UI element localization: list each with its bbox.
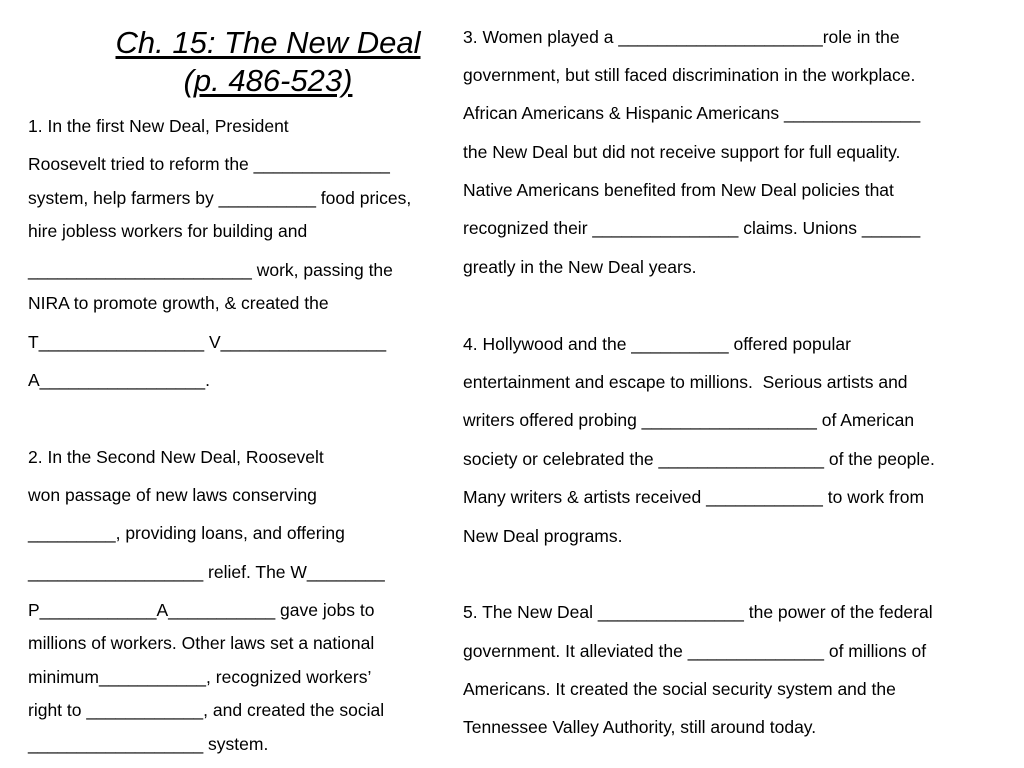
right-line: greatly in the New Deal years. bbox=[463, 257, 697, 277]
right-line: African Americans & Hispanic Americans ______________ bbox=[463, 103, 921, 123]
right-line: Tennessee Valley Authority, still around today. bbox=[463, 717, 817, 737]
right-line: New Deal programs. bbox=[463, 526, 623, 546]
title-line-2: (p. 486-523) bbox=[183, 63, 353, 98]
right-line: society or celebrated the _________________ of the people. bbox=[463, 449, 935, 469]
right-line: government, but still faced discrimination in the workplace. bbox=[463, 65, 916, 85]
right-line: writers offered probing __________________ of American bbox=[463, 410, 915, 430]
title-line-1: Ch. 15: The New Deal bbox=[115, 25, 421, 60]
left-line: minimum___________, recognized workers’ bbox=[28, 667, 372, 687]
right-line: 3. Women played a _____________________role in the bbox=[463, 27, 900, 47]
left-line: hire jobless workers for building and bbox=[28, 221, 308, 241]
left-line: T_________________ V_________________ bbox=[28, 332, 387, 352]
left-line: _________, providing loans, and offering bbox=[28, 523, 345, 543]
left-line: won passage of new laws conserving bbox=[28, 485, 317, 505]
left-line: __________________ relief. The W________ bbox=[28, 562, 385, 582]
right-line: government. It alleviated the ______________ of millions of bbox=[463, 641, 927, 661]
page-title bbox=[88, 24, 448, 100]
right-line: 5. The New Deal _______________ the power of the federal bbox=[463, 602, 933, 622]
left-line: _______________________ work, passing the bbox=[28, 260, 393, 280]
right-line: 4. Hollywood and the __________ offered popular bbox=[463, 334, 851, 354]
right-line: recognized their _______________ claims. Unions ______ bbox=[463, 218, 921, 238]
right-line: the New Deal but did not receive support for full equality. bbox=[463, 142, 901, 162]
left-line: __________________ system. bbox=[28, 734, 269, 754]
right-line: Americans. It created the social security system and the bbox=[463, 679, 896, 699]
left-line: 2. In the Second New Deal, Roosevelt bbox=[28, 447, 324, 467]
left-line: millions of workers. Other laws set a national bbox=[28, 633, 375, 653]
left-line: NIRA to promote growth, & created the bbox=[28, 293, 329, 313]
left-line: right to ____________, and created the social bbox=[28, 700, 385, 720]
right-line: Many writers & artists received ____________ to work from bbox=[463, 487, 925, 507]
left-line: P____________A___________ gave jobs to bbox=[28, 600, 375, 620]
left-line: system, help farmers by __________ food prices, bbox=[28, 188, 412, 208]
left-line: 1. In the first New Deal, President bbox=[28, 116, 289, 136]
left-line: Roosevelt tried to reform the ______________ bbox=[28, 154, 390, 174]
right-line: entertainment and escape to millions. Serious artists and bbox=[463, 372, 908, 392]
left-line: A_________________. bbox=[28, 370, 210, 390]
right-line: Native Americans benefited from New Deal policies that bbox=[463, 180, 894, 200]
